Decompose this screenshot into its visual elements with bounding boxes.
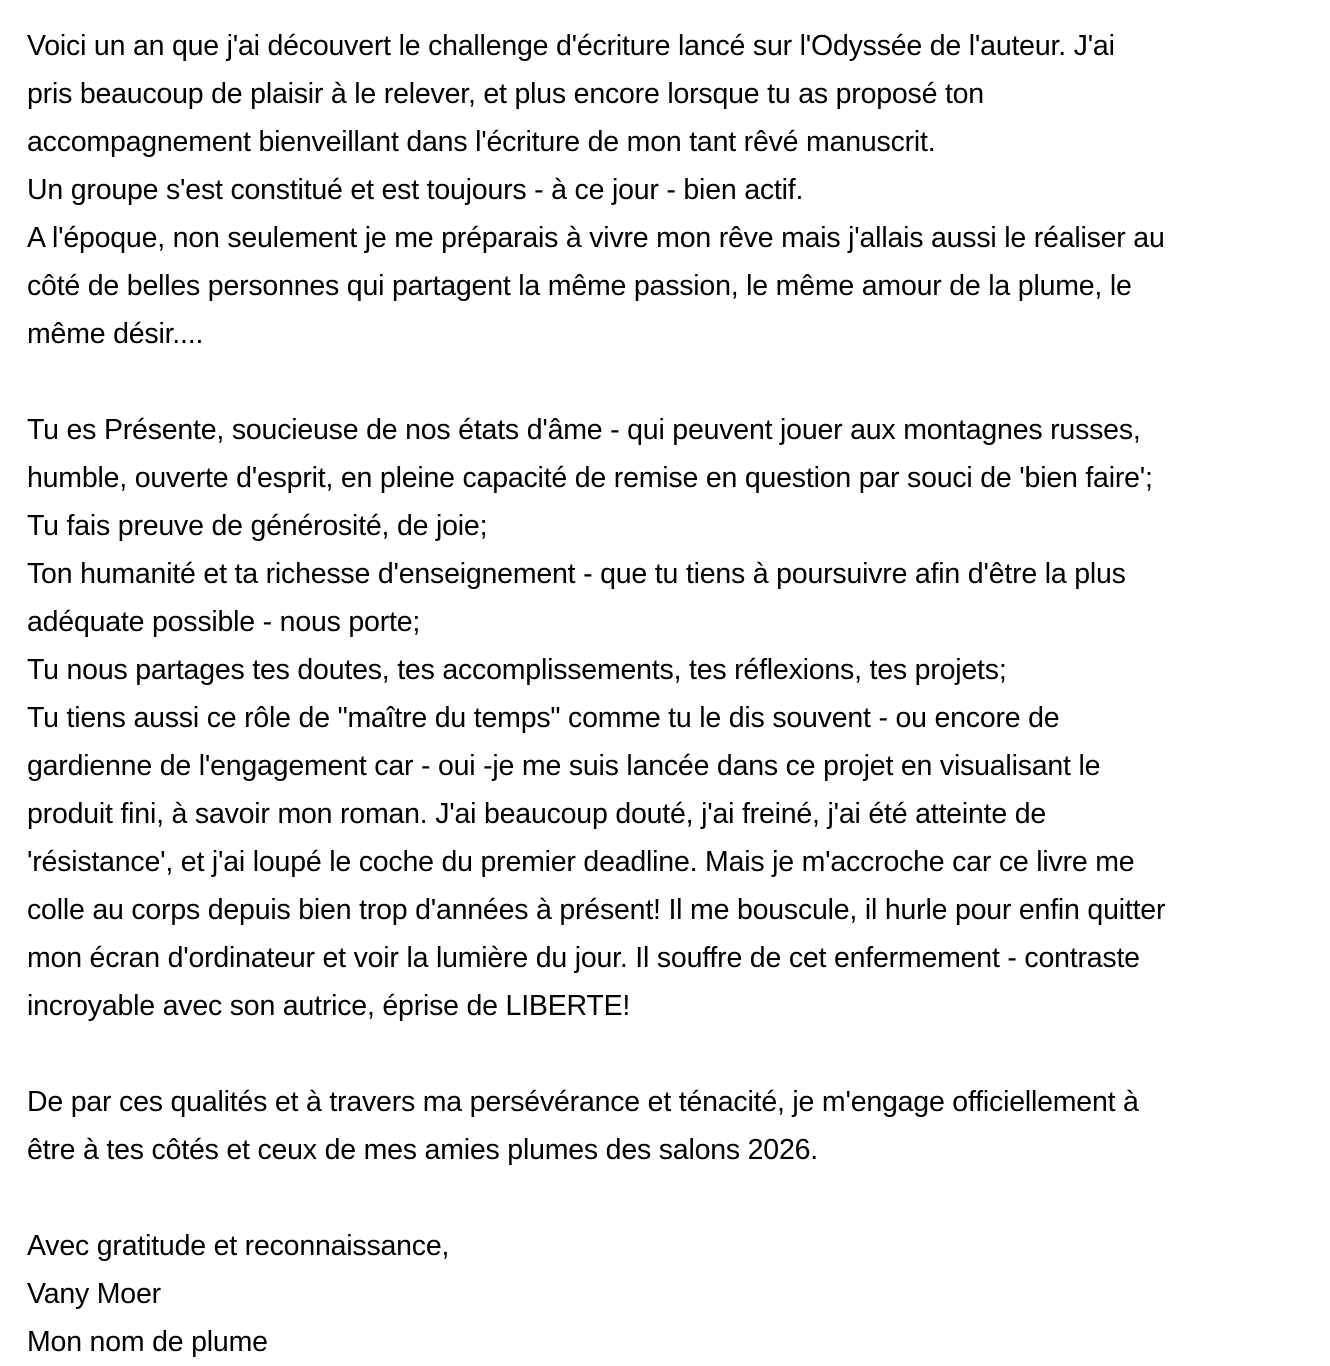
text-line: adéquate possible - nous porte; (27, 606, 421, 638)
text-line: mon écran d'ordinateur et voir la lumière du jour. Il souffre de cet enfermement - contraste (27, 942, 1140, 974)
text-line: Tu tiens aussi ce rôle de "maître du temps" comme tu le dis souvent - ou encore de (27, 702, 1060, 734)
paragraph-spacer (27, 1030, 1327, 1078)
text-line: Ton humanité et ta richesse d'enseignement - que tu tiens à poursuivre afin d'être la plus (27, 558, 1126, 590)
text-line: colle au corps depuis bien trop d'années à présent! Il me bouscule, il hurle pour enfin quitter (27, 894, 1166, 926)
paragraph-qualities (27, 406, 1327, 1030)
signature-name: Vany Moer (27, 1278, 161, 1310)
closing-line: Avec gratitude et reconnaissance, (27, 1230, 450, 1262)
text-line: être à tes côtés et ceux de mes amies plumes des salons 2026. (27, 1134, 818, 1166)
text-line: côté de belles personnes qui partagent la même passion, le même amour de la plume, le (27, 270, 1132, 302)
paragraph-commitment (27, 1078, 1327, 1174)
text-line: Tu es Présente, soucieuse de nos états d'âme - qui peuvent jouer aux montagnes russes, (27, 414, 1141, 446)
text-line: Un groupe s'est constitué et est toujours - à ce jour - bien actif. (27, 174, 804, 206)
paragraph-spacer (27, 358, 1327, 406)
text-line: gardienne de l'engagement car - oui -je me suis lancée dans ce projet en visualisant le (27, 750, 1101, 782)
text-line: accompagnement bienveillant dans l'écriture de mon tant rêvé manuscrit. (27, 126, 936, 158)
paragraph-intro (27, 22, 1327, 358)
text-line: De par ces qualités et à travers ma persévérance et ténacité, je m'engage officiellement à (27, 1086, 1139, 1118)
text-line: Voici un an que j'ai découvert le challenge d'écriture lancé sur l'Odyssée de l'auteur. J'ai (27, 30, 1115, 62)
text-line: 'résistance', et j'ai loupé le coche du premier deadline. Mais je m'accroche car ce livre me (27, 846, 1135, 878)
text-line: Tu fais preuve de générosité, de joie; (27, 510, 488, 542)
text-line: A l'époque, non seulement je me préparais à vivre mon rêve mais j'allais aussi le réaliser au (27, 222, 1165, 254)
text-line: pris beaucoup de plaisir à le relever, et plus encore lorsque tu as proposé ton (27, 78, 984, 110)
letter-body (27, 22, 1327, 1366)
text-line: Tu nous partages tes doutes, tes accomplissements, tes réflexions, tes projets; (27, 654, 1007, 686)
paragraph-spacer (27, 1174, 1327, 1222)
text-line: incroyable avec son autrice, éprise de LIBERTE! (27, 990, 631, 1022)
text-line: même désir.... (27, 318, 204, 350)
text-line: produit fini, à savoir mon roman. J'ai beaucoup douté, j'ai freiné, j'ai été atteinte de (27, 798, 1047, 830)
signature-note: Mon nom de plume (27, 1326, 268, 1358)
text-line: humble, ouverte d'esprit, en pleine capacité de remise en question par souci de 'bien faire'; (27, 462, 1153, 494)
signature-block (27, 1222, 1327, 1366)
